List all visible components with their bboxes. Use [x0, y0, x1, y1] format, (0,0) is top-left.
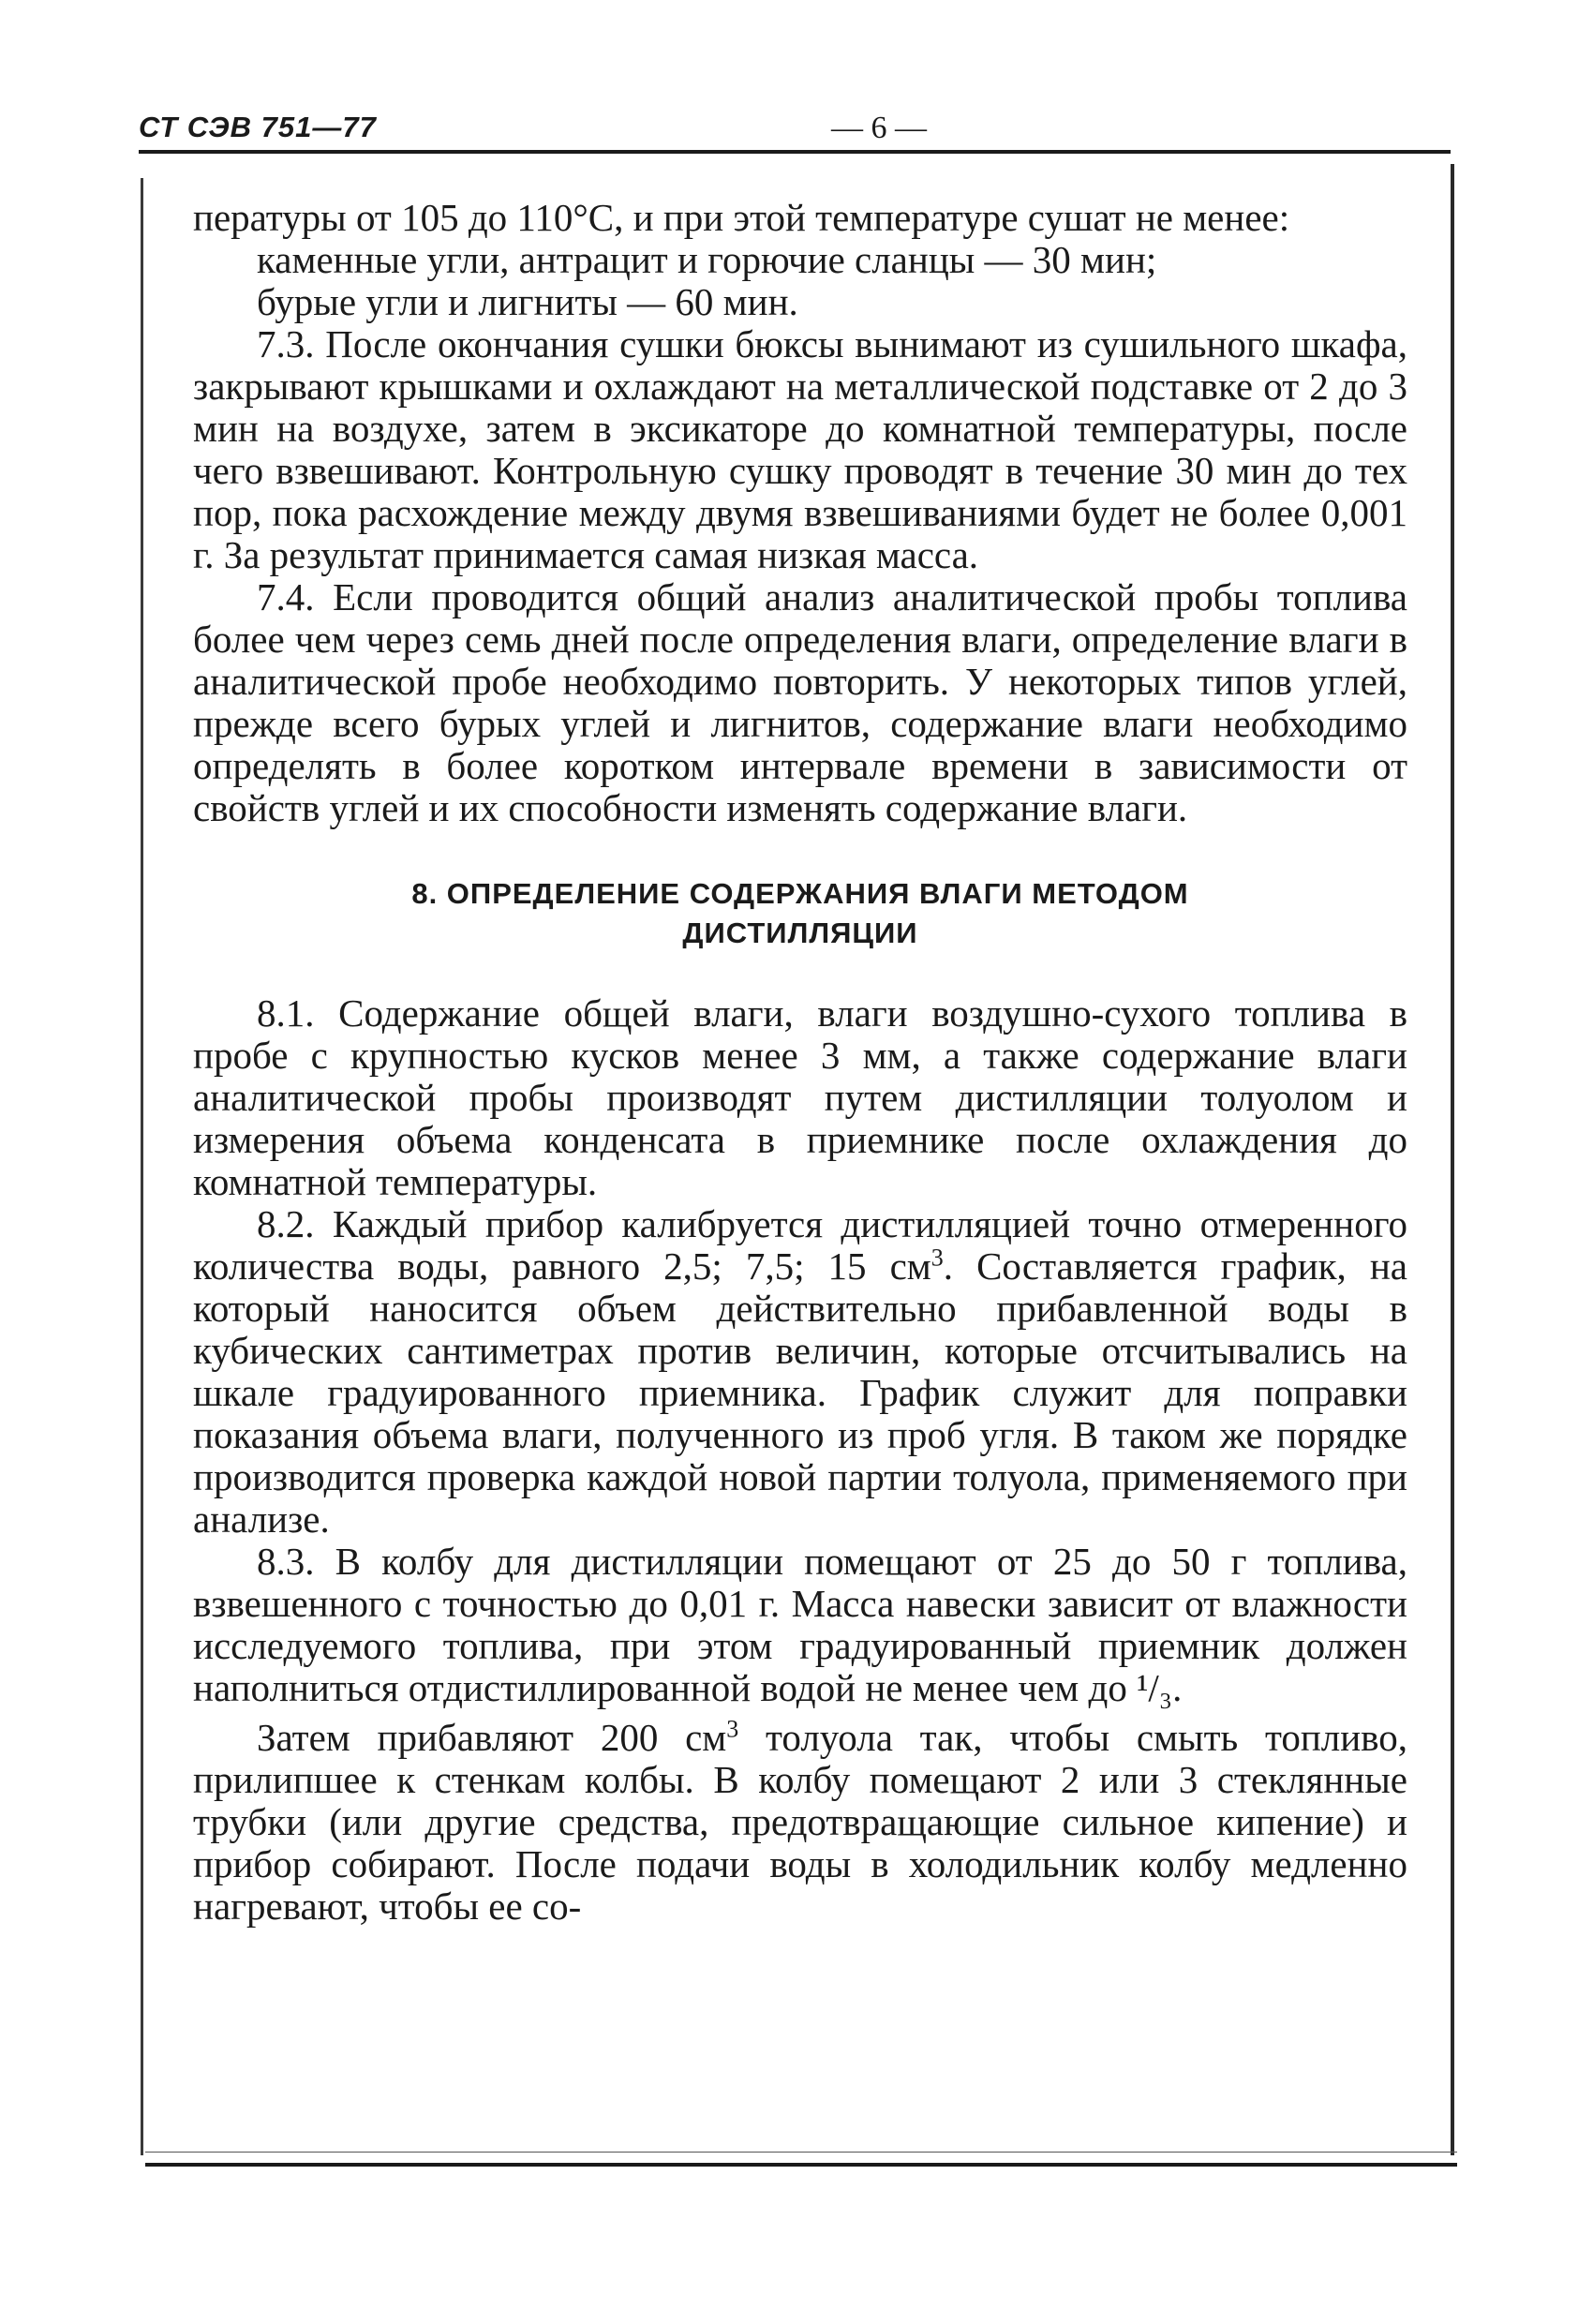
paragraph-8-3: 8.3. В колбу для дистилляции помещают от 25 до 50 г топлива, взвешенного с точностью до 0,01 г. Масса навески зависит от влажности исследуемого топлива, при этом градуированный приемник должен наполниться отдистиллированной водой не менее чем до ¹/₃. [193, 1540, 1407, 1709]
paragraph-7-3: 7.3. После окончания сушки бюксы вынимают из сушильного шкафа, закрывают крышками и охлаждают на металлической подставке от 2 до 3 мин на воздухе, затем в эксикаторе до комнатной температуры, после чего взвешивают. Контрольную сушку проводят в течение 30 мин до тех пор, пока расхождение между двумя взвешиваниями будет не более 0,001 г. За результат принимается самая низкая масса. [193, 322, 1407, 576]
header-rule [139, 150, 1451, 154]
paragraph-8-3b-text1: Затем прибавляют 200 см [257, 1716, 727, 1759]
footer-thin-rule [145, 2152, 1457, 2153]
paragraph-8-2 [193, 1203, 1407, 1541]
paragraph-8-2-text2: . Составляется график, на который наносится объем действительно прибавленной воды в кубических сантиметрах против величин, которые отсчитывались на шкале градуированного приемника. График служит для поправки показания объема влаги, полученного из проб угля. В таком же порядке производится проверка каждой новой партии толуола, применяемого при анализе. [193, 1244, 1407, 1541]
paragraph-8-1: 8.1. Содержание общей влаги, влаги воздушно-сухого топлива в пробе с крупностью кусков менее 3 мм, а также содержание влаги аналитической пробы производят путем дистилляции толуолом и измерения объема конденсата в приемнике после охлаждения до комнатной температуры. [193, 991, 1407, 1203]
standard-code: СТ СЭВ 751—77 [139, 111, 377, 143]
section-8-title-line1: 8. ОПРЕДЕЛЕНИЕ СОДЕРЖАНИЯ ВЛАГИ МЕТОДОМ [411, 877, 1189, 910]
section-8-title-line2: ДИСТИЛЛЯЦИИ [682, 916, 918, 949]
paragraph-8-3b-text2: толуола так, чтобы смыть топливо, прилипшее к стенкам колбы. В колбу помещают 2 или 3 стеклянные трубки (или другие средства, предотвращающие сильное кипение) и прибор собирают. После подачи воды в холодильник колбу медленно нагревают, чтобы ее со- [193, 1716, 1407, 1928]
frame-right-border [1451, 164, 1454, 2155]
body-text [193, 197, 1407, 1928]
paragraph-7-2-lignite: бурые угли и лигниты — 60 мин. [257, 280, 798, 323]
paragraph-7-2-continuation: пературы от 105 до 110°С, и при этой температуре сушат не менее: [193, 196, 1290, 239]
footer-rule [145, 2163, 1457, 2167]
frame-left-border [141, 178, 143, 2155]
paragraph-8-3-continuation [193, 1717, 1407, 1928]
paragraph-8-2-sup: 3 [930, 1244, 944, 1272]
paragraph-8-3b-sup: 3 [726, 1715, 739, 1743]
paragraph-7-4: 7.4. Если проводится общий анализ аналитической пробы топлива более чем через семь дней после определения влаги, определение влаги в аналитической пробе необходимо повторить. У некоторых типов углей, прежде всего бурых углей и лигнитов, содержание влаги необходимо определять в более коротком интервале времени в зависимости от свойств углей и их способности изменять содержание влаги. [193, 575, 1407, 829]
section-8-title [193, 874, 1407, 953]
page-header [139, 111, 1451, 148]
page-number: — 6 — [831, 111, 927, 145]
paragraph-8-2-text1: 8.2. Каждый прибор калибруется дистилляцией точно отмеренного количества воды, равного 2,5; 7,5; 15 см [193, 1202, 1407, 1288]
paragraph-7-2-coal: каменные угли, антрацит и горючие сланцы — 30 мин; [257, 238, 1157, 281]
